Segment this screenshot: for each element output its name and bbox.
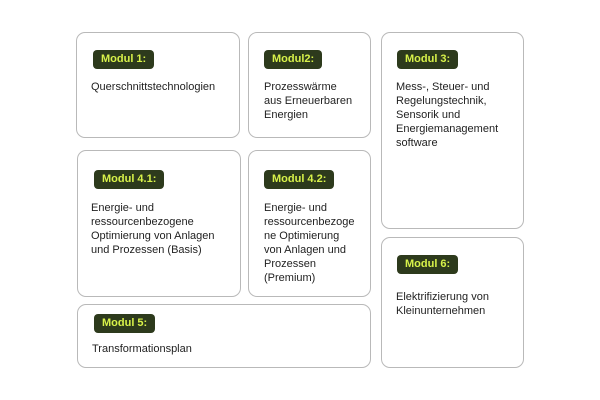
module-card-1 bbox=[76, 32, 240, 138]
module-card-6 bbox=[381, 237, 524, 368]
module-description-5: Transformationsplan bbox=[92, 343, 192, 355]
module-description-4-1: Energie- und ressourcenbezogene Optimierung von Anlagen und Prozessen (Basis) bbox=[91, 202, 215, 256]
module-description-1: Querschnittstechnologien bbox=[91, 81, 216, 93]
module-badge-2: Modul2: bbox=[264, 50, 322, 69]
module-description-3: Mess-, Steuer- und Regelungstechnik, Sensorik und Energiemanagement software bbox=[396, 81, 499, 149]
module-description-6: Elektrifizierung von Kleinunternehmen bbox=[396, 291, 489, 317]
module-card-5 bbox=[77, 304, 371, 368]
module-card-4-2 bbox=[248, 150, 371, 297]
module-card-4-1 bbox=[77, 150, 241, 297]
module-card-3 bbox=[381, 32, 524, 229]
module-badge-1: Modul 1: bbox=[93, 50, 154, 69]
module-badge-6: Modul 6: bbox=[397, 255, 458, 274]
module-card-2 bbox=[248, 32, 371, 138]
module-badge-3: Modul 3: bbox=[397, 50, 458, 69]
module-badge-4-2: Modul 4.2: bbox=[264, 170, 334, 189]
module-badge-4-1: Modul 4.1: bbox=[94, 170, 164, 189]
module-badge-5: Modul 5: bbox=[94, 314, 155, 333]
module-description-4-2: Energie- und ressourcenbezoge ne Optimierung von Anlagen und Prozessen (Premium) bbox=[264, 202, 355, 284]
module-description-2: Prozesswärme aus Erneuerbaren Energien bbox=[264, 81, 353, 121]
